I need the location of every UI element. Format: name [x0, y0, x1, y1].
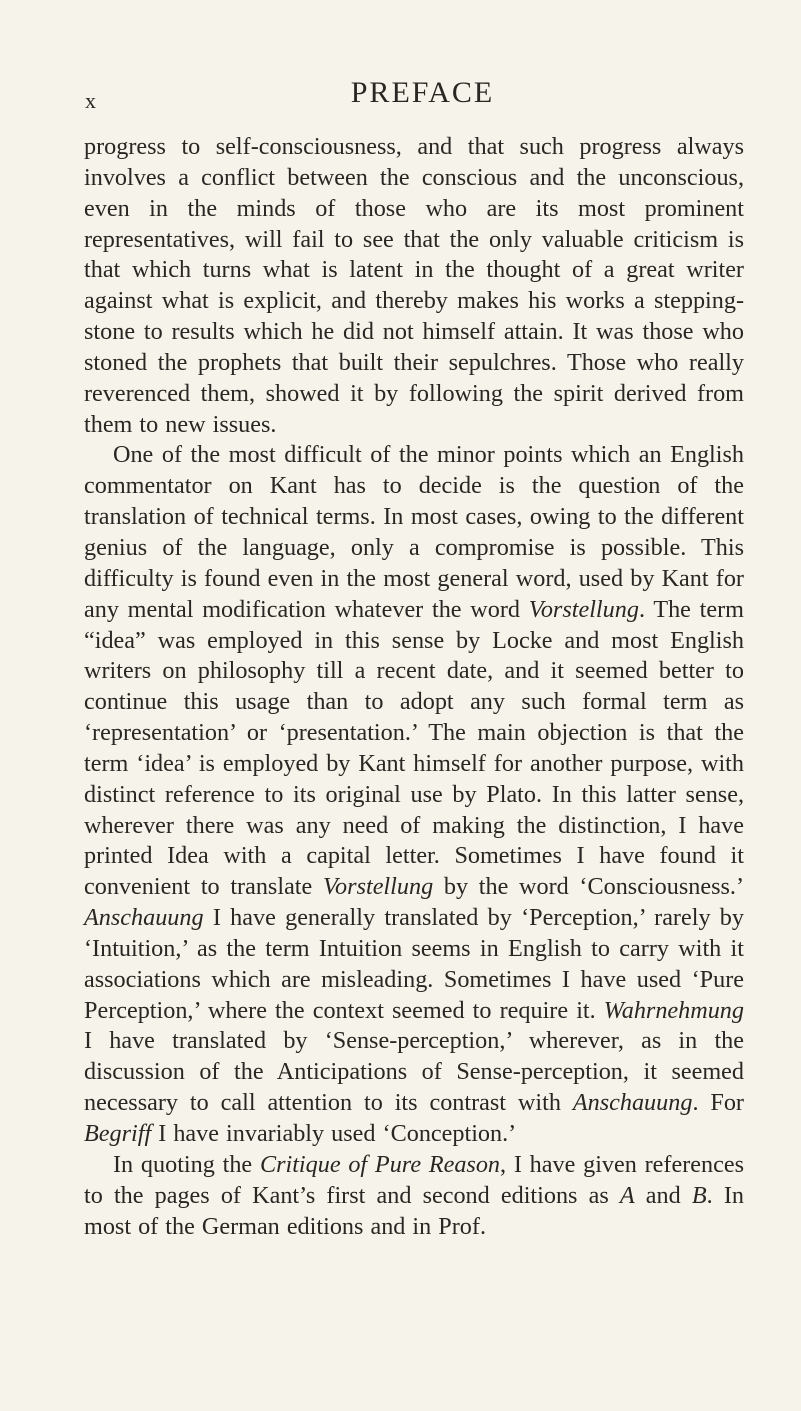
text-run: I have generally translated by ‘Perception,’ rarely by ‘Intuition,’ as the term Intuition seems in English to carry with it associations which are misleading. Sometimes I have used ‘Pure Perception,’ where the context seemed to require it.	[84, 904, 744, 1024]
text-run: One of the most difficult of the minor points which an English commentator on Kant has to decide is the question of the translation of technical terms. In most cases, owing to the different genius of the language, only a compromise is possible. This difficulty is found even in the most general word, used by Kant for any mental modification whatever the word	[84, 441, 744, 623]
italic-term: Anschauung	[572, 1089, 693, 1117]
page-number: x	[85, 88, 97, 113]
italic-term: B	[691, 1181, 707, 1209]
text-run: by the word ‘Consciousness.’	[433, 873, 745, 901]
text-run: , I have given references to the pages of Kant’s first and second editions as	[84, 1150, 744, 1209]
running-head	[85, 76, 740, 116]
text-run: and	[634, 1181, 692, 1209]
italic-term: Vorstellung	[528, 595, 639, 623]
running-title: PREFACE	[350, 76, 495, 109]
italic-term: A	[619, 1181, 635, 1209]
text-run: progress to self-consciousness, and that such progress always involves a conflict between the conscious and the unconscious, even in the minds of those who are its most prominent representatives, will fail to see that the only valuable criticism is that which turns what is latent in the thought of a great writer against what is explicit, and thereby makes his works a stepping-stone to results which he did not himself attain. It was those who stoned the prophets that built their sepulchres. Those who really reverenced them, showed it by following the spirit derived from them to new issues.	[84, 133, 744, 438]
text-run: In quoting the	[113, 1150, 260, 1178]
paragraph-continuation	[84, 132, 744, 440]
italic-term: Wahrnehmung	[603, 996, 744, 1024]
body-text	[84, 132, 744, 1242]
paragraph-translation-terms	[84, 440, 744, 1149]
text-run: . In most of the German editions and in Prof.	[84, 1181, 744, 1240]
text-run: . For	[692, 1089, 744, 1117]
paragraph-references	[84, 1150, 744, 1243]
italic-term: Critique of Pure Reason	[259, 1150, 501, 1178]
text-run: . The term “idea” was employed in this sense by Locke and most English writers on philosophy till a recent date, and it seemed better to continue this usage than to adopt any such formal term as ‘representation’ or ‘presentation.’ The main objection is that the term ‘idea’ is employed by Kant himself for another purpose, with distinct reference to its original use by Plato. In this latter sense, wherever there was any need of making the distinction, I have printed Idea with a capital letter. Sometimes I have found it convenient to translate	[84, 595, 744, 901]
text-run: I have invariably used ‘Conception.’	[151, 1120, 517, 1147]
italic-term: Anschauung	[84, 904, 204, 932]
italic-term: Begriff	[84, 1120, 152, 1147]
italic-term: Vorstellung	[322, 873, 434, 901]
text-run: I have translated by ‘Sense-perception,’ wherever, as in the discussion of the Anticipations of Sense-perception, it seemed necessary to call attention to its contrast with	[84, 1027, 744, 1117]
